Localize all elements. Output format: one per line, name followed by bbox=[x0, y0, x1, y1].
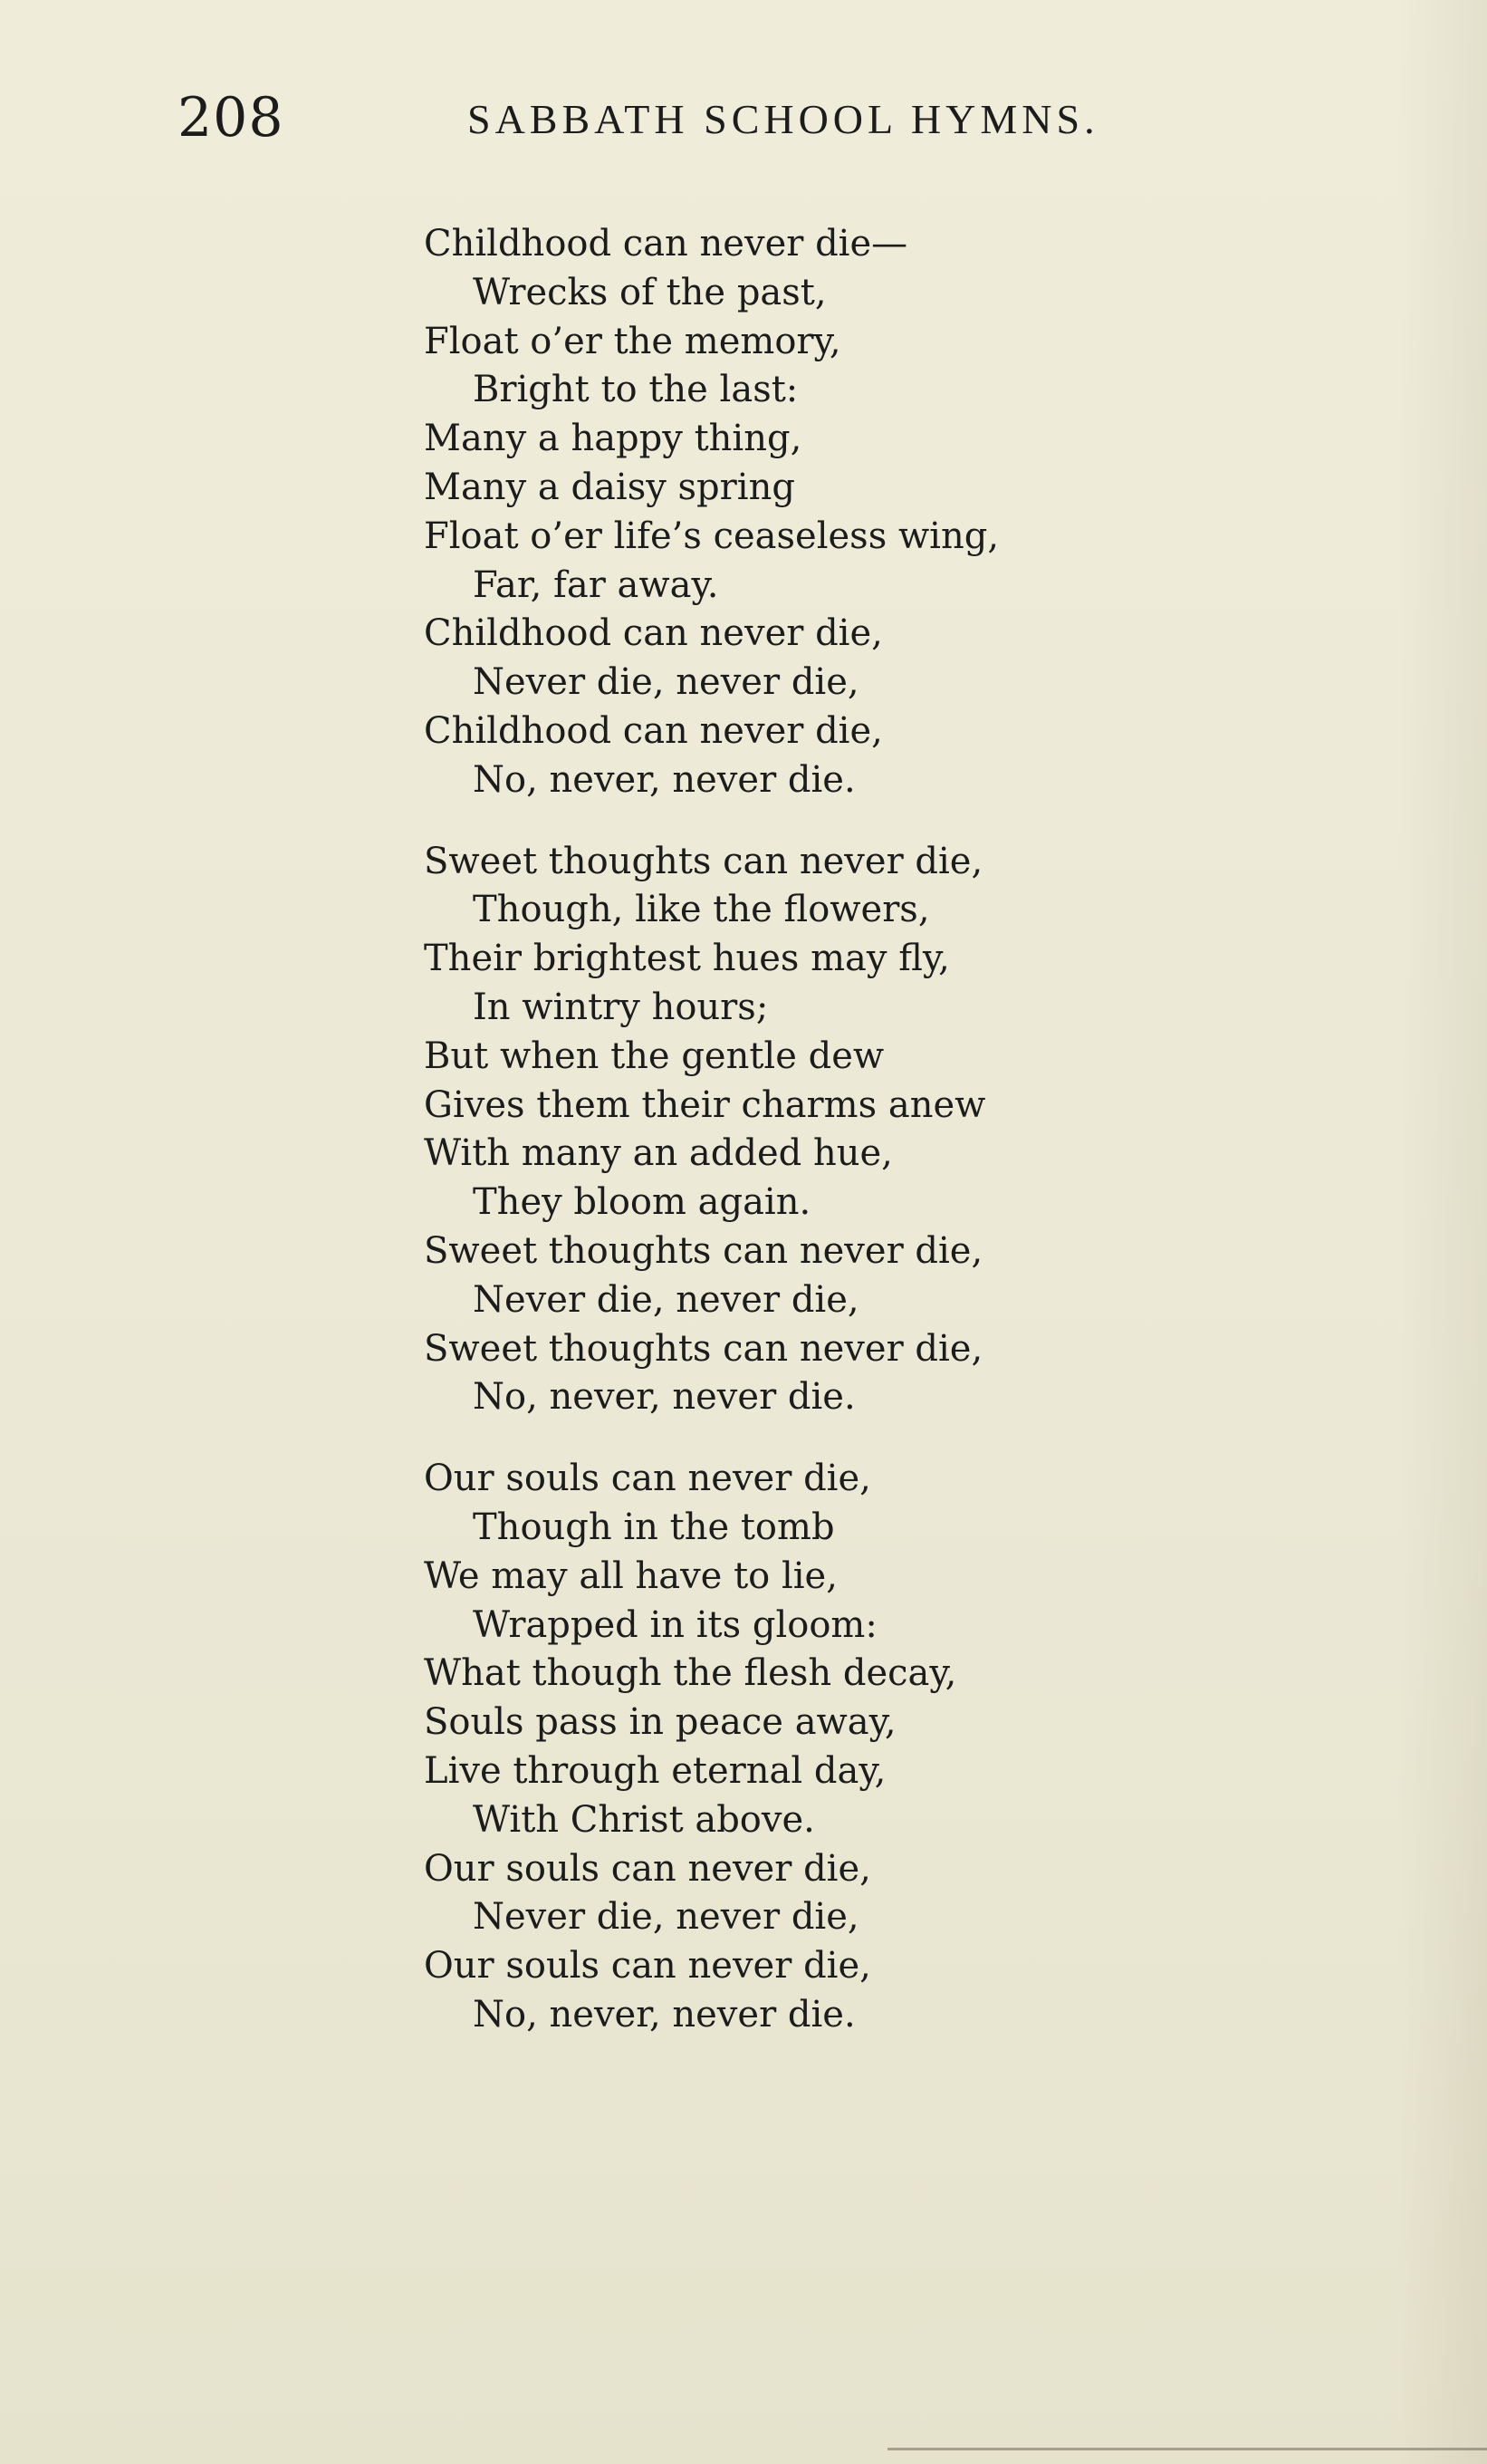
verse-line-indented: No, never, never die. bbox=[473, 758, 856, 801]
stanza bbox=[424, 838, 1166, 1423]
verse-line: Float o’er life’s ceaseless wing, bbox=[424, 515, 1000, 557]
verse-line: Souls pass in peace away, bbox=[424, 1701, 897, 1744]
verse-line-indented: No, never, never die. bbox=[473, 1993, 856, 2036]
verse-line: Sweet thoughts can never die, bbox=[424, 1327, 983, 1370]
verse-line-indented: Though in the tomb bbox=[473, 1506, 835, 1548]
verse-line-indented: Never die, never die, bbox=[473, 1896, 859, 1939]
verse-line: Childhood can never die, bbox=[424, 612, 883, 655]
verse-line: Childhood can never die— bbox=[424, 223, 908, 265]
verse-line-indented: Though, like the flowers, bbox=[473, 889, 930, 931]
verse-line: Childhood can never die, bbox=[424, 709, 883, 752]
verse-line: But when the gentle dew bbox=[424, 1035, 885, 1077]
verse-line: Many a daisy spring bbox=[424, 466, 795, 508]
verse-line-indented: Wrecks of the past, bbox=[473, 271, 827, 313]
verse-line: Live through eternal day, bbox=[424, 1749, 887, 1792]
stanza bbox=[424, 220, 1166, 805]
verse-line: Our souls can never die, bbox=[424, 1847, 871, 1890]
verse-line: What though the flesh decay, bbox=[424, 1652, 957, 1695]
verse-line: Float o’er the memory, bbox=[424, 320, 841, 362]
verse-line-indented: Bright to the last: bbox=[473, 369, 799, 411]
verse-line: Gives them their charms anew bbox=[424, 1083, 986, 1126]
verse-line: Their brightest hues may fly, bbox=[424, 938, 950, 980]
verse-line: We may all have to lie, bbox=[424, 1554, 838, 1597]
verse-line: Sweet thoughts can never die, bbox=[424, 1229, 983, 1272]
stanza bbox=[424, 1455, 1166, 2040]
verse-line: Our souls can never die, bbox=[424, 1458, 871, 1500]
page-edge-shadow bbox=[887, 2448, 1487, 2450]
verse-line: Many a happy thing, bbox=[424, 418, 802, 460]
verse-line-indented: Far, far away. bbox=[473, 563, 719, 606]
verse-line: Our souls can never die, bbox=[424, 1945, 871, 1988]
verse-line-indented: Never die, never die, bbox=[473, 661, 859, 704]
page-number: 208 bbox=[177, 86, 284, 149]
hymn-text bbox=[424, 220, 1166, 2073]
verse-line-indented: Never die, never die, bbox=[473, 1278, 859, 1321]
verse-line-indented: With Christ above. bbox=[473, 1798, 815, 1841]
verse-line: Sweet thoughts can never die, bbox=[424, 840, 983, 882]
verse-line-indented: They bloom again. bbox=[473, 1181, 811, 1224]
verse-line-indented: Wrapped in its gloom: bbox=[473, 1603, 878, 1646]
page-header bbox=[177, 82, 1174, 154]
running-title: SABBATH SCHOOL HYMNS. bbox=[467, 96, 1099, 142]
verse-line-indented: No, never, never die. bbox=[473, 1376, 856, 1419]
verse-line: With many an added hue, bbox=[424, 1132, 893, 1175]
verse-line-indented: In wintry hours; bbox=[473, 986, 769, 1028]
